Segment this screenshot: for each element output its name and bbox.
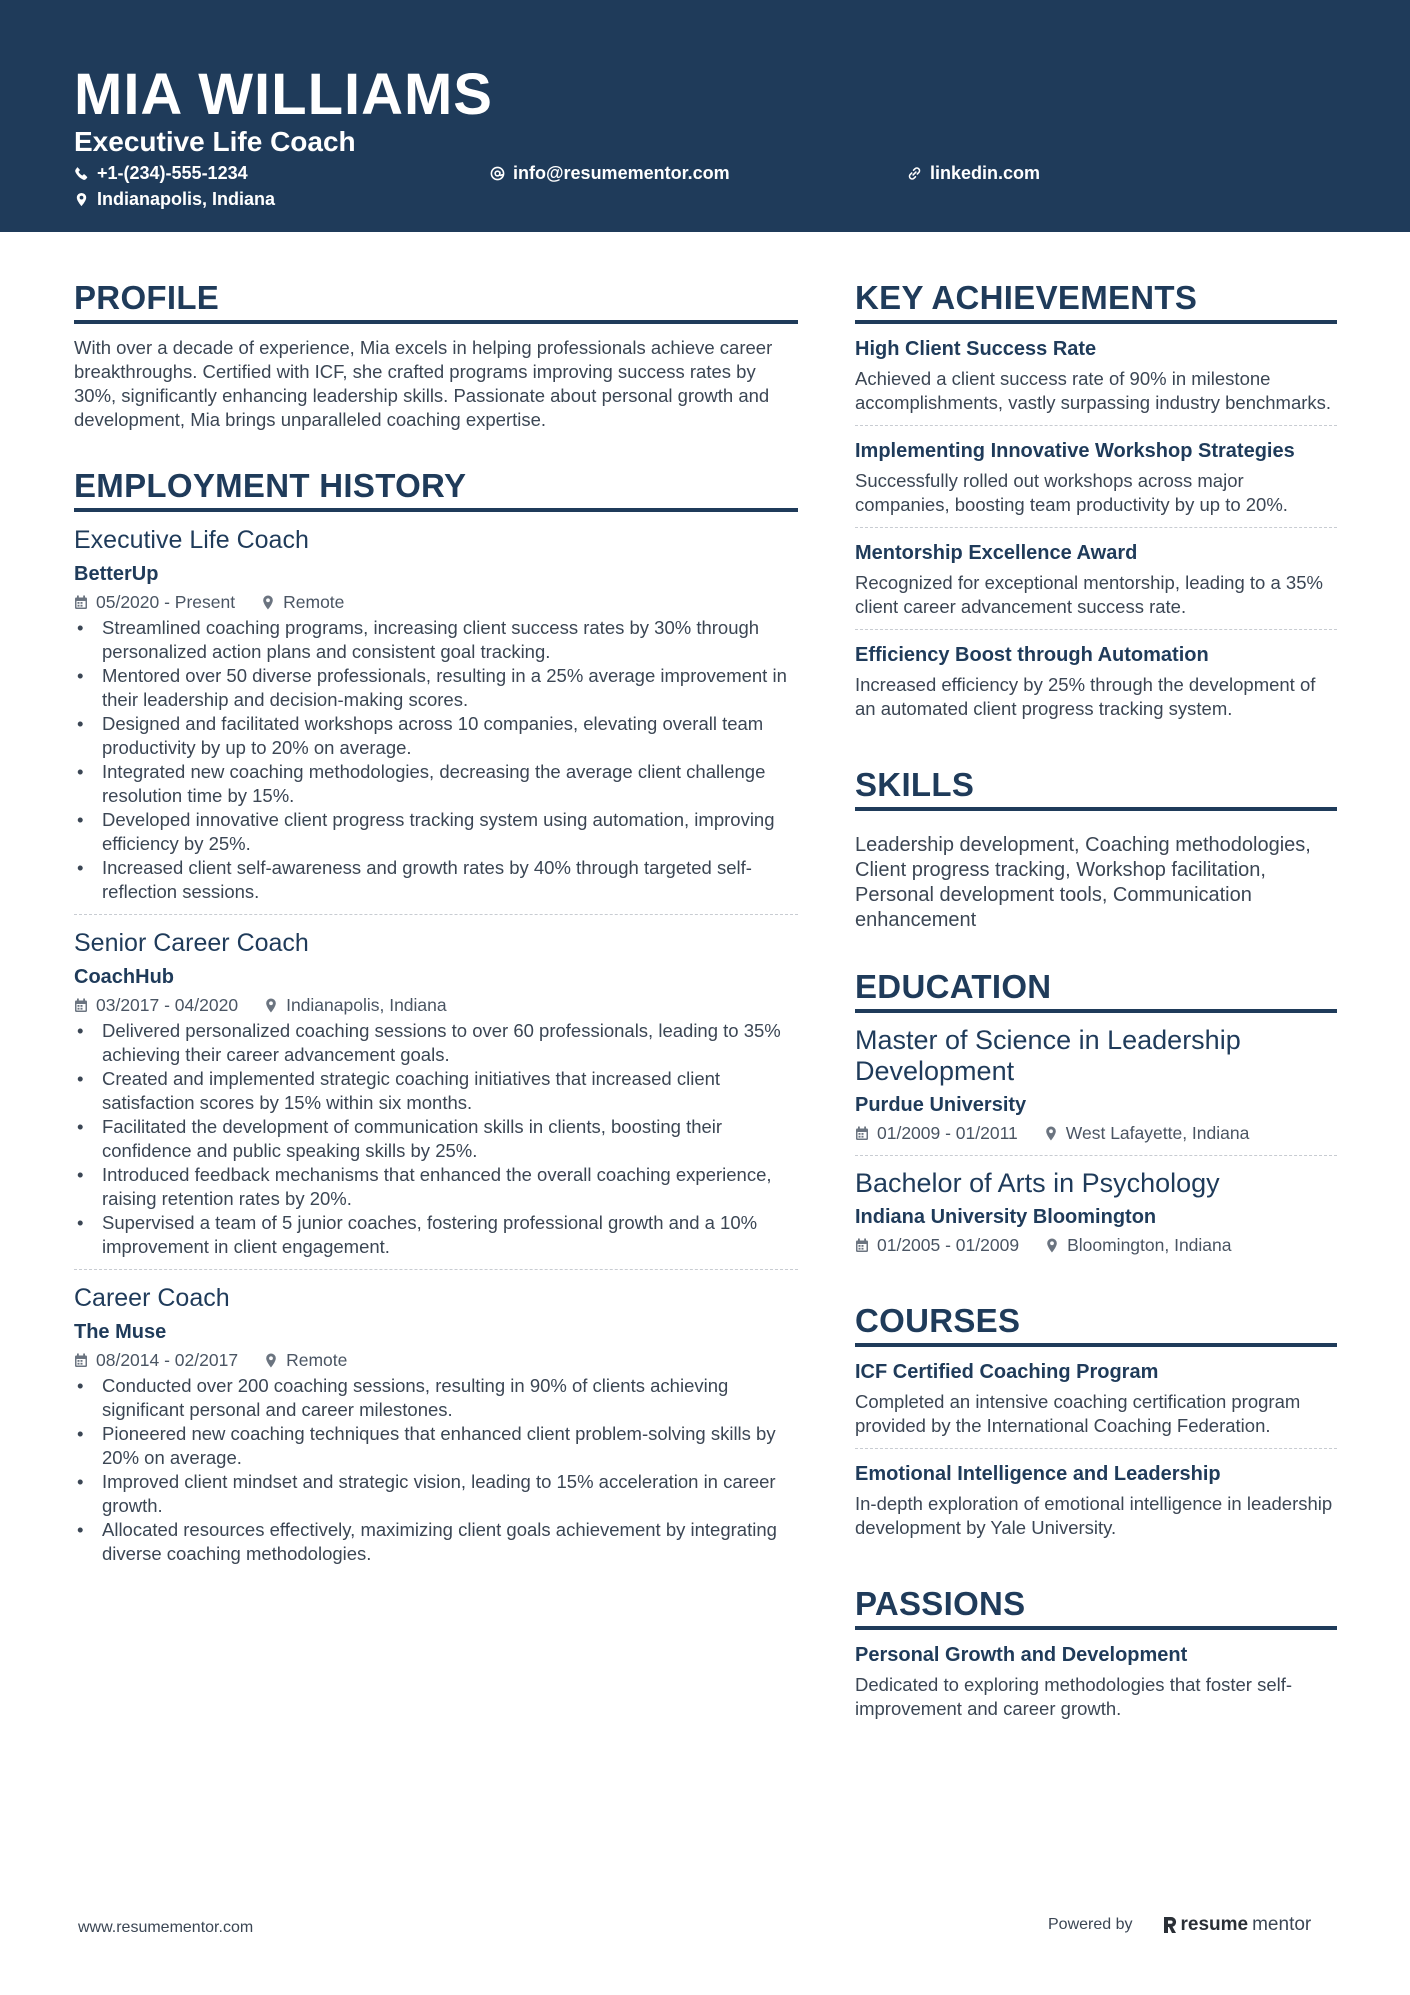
brand-bold: resume xyxy=(1180,1914,1249,1935)
education-location: Bloomington, Indiana xyxy=(1067,1235,1232,1255)
skills-text: Leadership development, Coaching methodologies, Client progress tracking, Workshop facilitation, Personal development tools, Communication enhancement xyxy=(855,834,1311,931)
resumementor-logo-icon xyxy=(1163,1916,1177,1934)
calendar-icon xyxy=(74,1353,88,1368)
location-pin-icon xyxy=(74,192,89,207)
brand-light: mentor xyxy=(1252,1914,1312,1935)
profile-text: With over a decade of experience, Mia excels in helping professionals achieve career breakthroughs. Certified with ICF, she crafted programs improving success rates by 30%, significantly enhancing leadership skills. Passionate about personal growth and development, Mia brings unparalleled coaching expertise. xyxy=(74,337,773,430)
achievement-desc: Recognized for exceptional mentorship, leading to a 35% client career advancement success rate. xyxy=(855,572,1323,617)
footer-website[interactable]: www.resumementor.com xyxy=(78,1919,254,1936)
section-title: COURSES xyxy=(855,1301,1337,1347)
job-dates: 05/2020 - Present xyxy=(96,592,236,612)
course-item xyxy=(855,1347,1337,1449)
bullet-item: • Supervised a team of 5 junior coaches, fostering professional growth and a 10% improvement in client engagement. xyxy=(74,1211,798,1259)
job-title: Career Coach xyxy=(74,1284,230,1312)
bullet-item: • Integrated new coaching methodologies, decreasing the average client challenge resolution time by 15%. xyxy=(74,760,798,808)
achievement-item xyxy=(855,528,1337,630)
contact-location xyxy=(74,187,275,211)
job-location: Remote xyxy=(283,592,345,612)
calendar-icon xyxy=(855,1238,869,1253)
education-dates: 01/2009 - 01/2011 xyxy=(877,1123,1018,1143)
bullet-item: • Developed innovative client progress tracking system using automation, improving efficiency by 25%. xyxy=(74,808,798,856)
passion-item xyxy=(855,1630,1337,1731)
job-entry xyxy=(74,1270,798,1576)
company-name: The Muse xyxy=(74,1321,167,1343)
calendar-icon xyxy=(74,595,88,610)
job-meta xyxy=(74,993,798,1017)
section-title: EDUCATION xyxy=(855,967,1337,1013)
bullet-item: • Designed and facilitated workshops across 10 companies, elevating overall team productivity by up to 20% on average. xyxy=(74,712,798,760)
contact-email xyxy=(490,161,730,185)
achievement-item xyxy=(855,324,1337,426)
job-dates: 08/2014 - 02/2017 xyxy=(96,1350,239,1370)
school-name: Indiana University Bloomington xyxy=(855,1206,1157,1228)
education-meta xyxy=(855,1233,1337,1257)
job-bullets xyxy=(74,1374,798,1566)
achievement-desc: Successfully rolled out workshops across major companies, boosting team productivity by up to 20%. xyxy=(855,470,1288,515)
section-title: EMPLOYMENT HISTORY xyxy=(74,466,798,512)
job-meta xyxy=(74,590,798,614)
bullet-item: • Introduced feedback mechanisms that enhanced the overall coaching experience, raising retention rates by 20%. xyxy=(74,1163,798,1211)
bullet-item: • Improved client mindset and strategic vision, leading to 15% acceleration in career growth. xyxy=(74,1470,798,1518)
passion-title: Personal Growth and Development xyxy=(855,1644,1188,1666)
education-location: West Lafayette, Indiana xyxy=(1065,1123,1250,1143)
achievements-section xyxy=(855,278,1337,731)
footer-powered xyxy=(1048,1914,1311,1936)
section-title: KEY ACHIEVEMENTS xyxy=(855,278,1337,324)
calendar-icon xyxy=(855,1126,869,1141)
passions-section xyxy=(855,1584,1337,1731)
job-meta xyxy=(74,1348,798,1372)
phone-text[interactable]: +1-(234)-555-1234 xyxy=(97,163,248,183)
section-title: PASSIONS xyxy=(855,1584,1337,1630)
left-column xyxy=(74,278,798,1604)
bullet-item: • Mentored over 50 diverse professionals, resulting in a 25% average improvement in their leadership and decision-making scores. xyxy=(74,664,798,712)
brand-logo[interactable] xyxy=(1163,1914,1312,1936)
achievement-title: Efficiency Boost through Automation xyxy=(855,644,1209,666)
course-item xyxy=(855,1449,1337,1550)
resume-header xyxy=(0,0,1410,232)
achievement-desc: Increased efficiency by 25% through the development of an automated client progress tracking system. xyxy=(855,674,1316,719)
degree-title: Master of Science in Leadership Development xyxy=(855,1025,1241,1086)
education-dates: 01/2005 - 01/2009 xyxy=(877,1235,1020,1255)
degree-title: Bachelor of Arts in Psychology xyxy=(855,1168,1220,1198)
bullet-item: • Increased client self-awareness and growth rates by 40% through targeted self-reflection sessions. xyxy=(74,856,798,904)
course-title: Emotional Intelligence and Leadership xyxy=(855,1463,1221,1485)
at-icon xyxy=(490,166,505,181)
bullet-item: • Conducted over 200 coaching sessions, resulting in 90% of clients achieving significant personal and career milestones. xyxy=(74,1374,798,1422)
link-icon xyxy=(907,166,922,181)
job-entry xyxy=(74,512,798,915)
job-dates: 03/2017 - 04/2020 xyxy=(96,995,239,1015)
job-location: Indianapolis, Indiana xyxy=(286,995,447,1015)
bullet-item: • Streamlined coaching programs, increasing client success rates by 30% through personalized action plans and consistent goal tracking. xyxy=(74,616,798,664)
phone-icon xyxy=(74,166,89,181)
calendar-icon xyxy=(74,998,88,1013)
location-pin-icon xyxy=(1044,1126,1058,1141)
achievement-item xyxy=(855,630,1337,731)
school-name: Purdue University xyxy=(855,1094,1027,1116)
job-bullets xyxy=(74,1019,798,1259)
location-text: Indianapolis, Indiana xyxy=(97,189,276,209)
company-name: CoachHub xyxy=(74,966,174,988)
location-pin-icon xyxy=(261,595,275,610)
contact-linkedin xyxy=(907,161,1040,185)
achievement-desc: Achieved a client success rate of 90% in milestone accomplishments, vastly surpassing industry benchmarks. xyxy=(855,368,1332,413)
course-title: ICF Certified Coaching Program xyxy=(855,1361,1159,1383)
achievement-item xyxy=(855,426,1337,528)
achievement-title: Implementing Innovative Workshop Strategies xyxy=(855,440,1295,462)
contact-phone xyxy=(74,161,248,185)
job-title: Executive Life Coach xyxy=(74,526,309,554)
location-pin-icon xyxy=(264,998,278,1013)
education-item xyxy=(855,1156,1337,1267)
candidate-headline: Executive Life Coach xyxy=(74,126,356,157)
section-title: SKILLS xyxy=(855,765,1337,811)
right-column xyxy=(855,278,1337,1759)
skills-section xyxy=(855,765,1337,933)
employment-section xyxy=(74,466,798,1576)
bullet-item: • Created and implemented strategic coaching initiatives that increased client satisfaction scores by 15% within six months. xyxy=(74,1067,798,1115)
courses-section xyxy=(855,1301,1337,1550)
course-desc: Completed an intensive coaching certification program provided by the International Coaching Federation. xyxy=(855,1391,1301,1436)
section-title: PROFILE xyxy=(74,278,798,324)
company-name: BetterUp xyxy=(74,563,159,585)
job-location: Remote xyxy=(286,1350,348,1370)
candidate-name: MIA WILLIAMS xyxy=(74,62,493,127)
achievement-title: High Client Success Rate xyxy=(855,338,1097,360)
bullet-item: • Delivered personalized coaching sessions to over 60 professionals, leading to 35% achieving their career advancement goals. xyxy=(74,1019,798,1067)
course-desc: In-depth exploration of emotional intelligence in leadership development by Yale University. xyxy=(855,1493,1333,1538)
linkedin-text[interactable]: linkedin.com xyxy=(930,163,1041,183)
bullet-item: • Pioneered new coaching techniques that enhanced client problem-solving skills by 20% on average. xyxy=(74,1422,798,1470)
bullet-item: • Facilitated the development of communication skills in clients, boosting their confidence and public speaking skills by 25%. xyxy=(74,1115,798,1163)
powered-by-label: Powered by xyxy=(1048,1916,1133,1933)
location-pin-icon xyxy=(264,1353,278,1368)
achievement-title: Mentorship Excellence Award xyxy=(855,542,1138,564)
passion-desc: Dedicated to exploring methodologies that foster self-improvement and career growth. xyxy=(855,1674,1293,1719)
education-meta xyxy=(855,1121,1337,1145)
profile-section xyxy=(74,278,798,432)
email-text[interactable]: info@resumementor.com xyxy=(513,163,730,183)
job-entry xyxy=(74,915,798,1270)
bullet-item: • Allocated resources effectively, maximizing client goals achievement by integrating diverse coaching methodologies. xyxy=(74,1518,798,1566)
job-bullets xyxy=(74,616,798,904)
education-item xyxy=(855,1013,1337,1156)
education-section xyxy=(855,967,1337,1267)
location-pin-icon xyxy=(1045,1238,1059,1253)
job-title: Senior Career Coach xyxy=(74,929,309,957)
